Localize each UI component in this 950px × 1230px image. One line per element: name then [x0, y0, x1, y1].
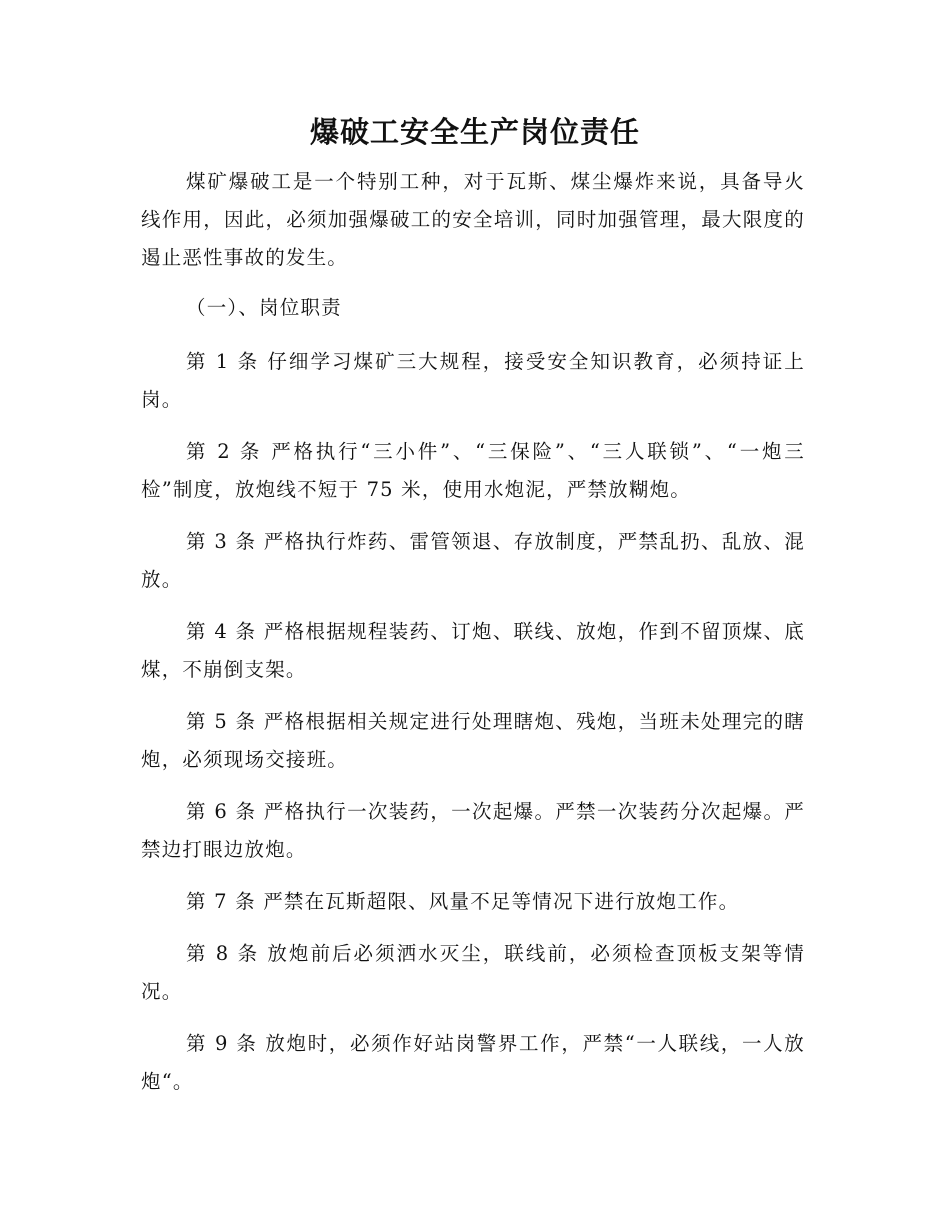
article-2: 第 2 条 严格执行“三小件”、“三保险”、“三人联锁”、“一炮三检”制度，放炮线不短于 75 米，使用水炮泥，严禁放糊炮。	[141, 440, 805, 501]
article-9: 第 9 条 放炮时，必须作好站岗警界工作，严禁“一人联线，一人放炮“。	[141, 1032, 805, 1093]
article-8: 第 8 条 放炮前后必须洒水灭尘，联线前，必须检查顶板支架等情况。	[141, 942, 805, 1003]
article-7: 第 7 条 严禁在瓦斯超限、风量不足等情况下进行放炮工作。	[186, 890, 740, 913]
article-4: 第 4 条 严格根据规程装药、订炮、联线、放炮，作到不留顶煤、底煤，不崩倒支架。	[141, 620, 805, 681]
article-1: 第 1 条 仔细学习煤矿三大规程，接受安全知识教育，必须持证上岗。	[141, 350, 805, 411]
article-5: 第 5 条 严格根据相关规定进行处理瞎炮、残炮，当班未处理完的瞎炮，必须现场交接班。	[141, 710, 805, 771]
document-title: 爆破工安全生产岗位责任	[309, 115, 640, 149]
section-heading: （一）、岗位职责	[186, 296, 342, 319]
article-6: 第 6 条 严格执行一次装药，一次起爆。严禁一次装药分次起爆。严禁边打眼边放炮。	[141, 800, 805, 861]
article-3: 第 3 条 严格执行炸药、雷管领退、存放制度，严禁乱扔、乱放、混放。	[141, 530, 805, 591]
intro-paragraph: 煤矿爆破工是一个特别工种，对于瓦斯、煤尘爆炸来说，具备导火线作用，因此，必须加强爆破工的安全培训，同时加强管理，最大限度的遏止恶性事故的发生。	[141, 170, 805, 269]
